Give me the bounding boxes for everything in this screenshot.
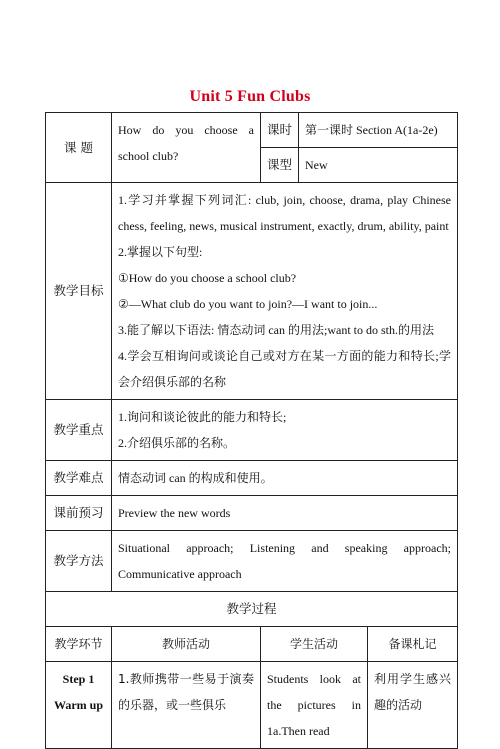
objectives-content [112, 183, 458, 400]
difficulty-value: 情态动词 can 的构成和使用。 [112, 461, 458, 496]
key-point-line: 1.询问和谈论彼此的能力和特长; [118, 410, 287, 424]
preview-label: 课前预习 [46, 496, 112, 531]
difficulty-row [46, 461, 458, 496]
topic-value: How do you choose a school club? [112, 113, 261, 183]
objectives-label: 教学目标 [46, 183, 112, 400]
key-points-content [112, 400, 458, 461]
objective-line: 4.学会互相询问或谈论自己或对方在某一方面的能力和特长;学会介绍俱乐部的名称 [118, 349, 451, 389]
objective-line: 2.掌握以下句型: [118, 245, 203, 259]
topic-label: 课 题 [46, 113, 112, 183]
type-label: 课型 [261, 148, 299, 183]
preview-row [46, 496, 458, 531]
objective-line: 3.能了解以下语法: 情态动词 can 的用法;want to do sth.的用法 [118, 323, 434, 337]
column-header: 教师活动 [112, 627, 261, 662]
preview-value: Preview the new words [112, 496, 458, 531]
objectives-row [46, 183, 458, 400]
process-heading: 教学过程 [46, 592, 458, 627]
period-label: 课时 [261, 113, 299, 148]
difficulty-label: 教学难点 [46, 461, 112, 496]
column-header: 教学环节 [46, 627, 112, 662]
process-header-row [46, 627, 458, 662]
key-points-label: 教学重点 [46, 400, 112, 461]
objective-line: ①How do you choose a school club? [118, 271, 297, 285]
column-header: 备课札记 [388, 637, 437, 651]
objective-line: ②—What club do you want to join?—I want to join... [118, 297, 378, 311]
student-notes-group [261, 662, 458, 749]
notes: 利用学生感兴趣的活动 [374, 672, 451, 712]
process-row [46, 662, 458, 749]
column-header: 学生活动 [261, 627, 368, 661]
stage-title: Step 1 [62, 672, 95, 686]
page-title: Unit 5 Fun Clubs [189, 88, 311, 105]
stage-cell [46, 662, 112, 749]
objective-line: 1.学习并掌握下列词汇: club, join, choose, drama, play Chinese chess, feeling, news, musical instrument, exactly, drum, ability, paint [118, 193, 451, 233]
stage-subtitle: Warm up [53, 698, 103, 712]
lesson-plan-table [45, 112, 458, 749]
student-activity: Students look at the pictures in 1a.Then read [261, 662, 368, 748]
topic-row [46, 113, 458, 148]
column-header-group [261, 627, 458, 662]
methods-label: 教学方法 [46, 531, 112, 592]
key-point-line: 2.介绍俱乐部的名称。 [118, 436, 236, 450]
process-heading-row [46, 592, 458, 627]
methods-row [46, 531, 458, 592]
key-points-row [46, 400, 458, 461]
type-value: New [299, 148, 458, 183]
teacher-activity: 1.教师携带一些易于演奏的乐器，或一些俱乐 [112, 662, 261, 749]
period-value: 第一课时 Section A(1a-2e) [299, 113, 458, 148]
methods-value: Situational approach; Listening and speaking approach; Communicative approach [112, 531, 458, 592]
